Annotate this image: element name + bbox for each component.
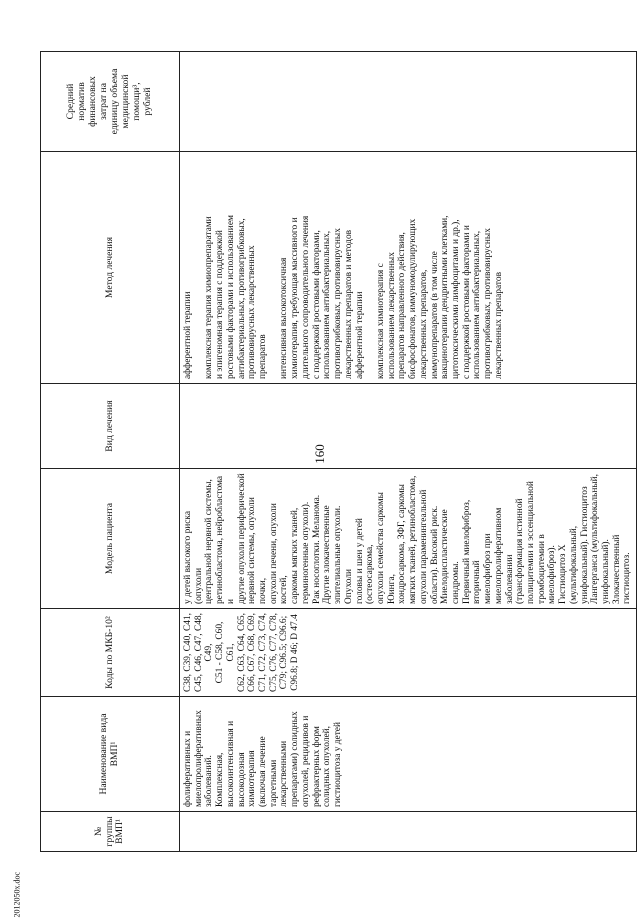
table-row (180, 52, 637, 852)
vmp-table (40, 51, 637, 852)
cell-treatment-method: афферентной терапии комплексная терапия химиопрепаратами и эпигеномная терапия с поддержкой ростовыми факторами и использованием антибактериальных, противогрибковых, противовирусных лекарственных препаратов интенсивная высокотоксичная химиотерапия, требующая массивного и длительного сопроводительного лечения с поддержкой ростовыми факторами, использованием антибактериальных, противогрибковых, противовирусных лекарственных препаратов и методов афферентной терапии комплексная химиотерапия с использованием лекарственных препаратов направленного действия, бисфосфонатов, иммуномодулирующих лекарственных препаратов, иммунопрепаратов (в том числе вакцинотерапии дендритными клетками, цитотоксическими лимфоцитами и др.), с поддержкой ростовыми факторами и использованием антибактериальных, противогрибковых, противовирусных лекарственных препаратов (180, 152, 637, 384)
cell-average-cost (180, 52, 637, 152)
header-vmp-name: Наименование вида ВМП¹ (41, 697, 180, 812)
cell-group-number (180, 812, 637, 852)
page-number: 160 (312, 444, 327, 464)
header-patient-model: Модель пациента (41, 469, 180, 609)
header-treatment-method: Метод лечения (41, 152, 180, 384)
rotated-table-sheet (40, 52, 633, 852)
header-icd-codes: Коды по МКБ-10² (41, 609, 180, 697)
header-treatment-type: Вид лечения (41, 384, 180, 469)
cell-treatment-type (180, 384, 637, 469)
header-group-number: № группы ВМП¹ (41, 812, 180, 852)
table-header-row (41, 52, 180, 852)
cell-icd-codes: C38, C39, C40, C41, C45, C46, C47, C48, C49, C51 - C58, C60, C61, C62, C63, C64, C65, C66, C67, C68, C69, C71, C72, C73, C74, C75, C76, C77, C78, C79; C96.5; C96.6; C96.8; D 46; D 47.4 (180, 609, 637, 697)
header-average-cost: Средний норматив финансовых затрат на единицу объема медицинской помощи³, рублей (41, 52, 180, 152)
cell-vmp-name: фолиферативных и миелопролиферативных заболеваний. Комплексная, высокоинтенсивная и высокодозная химиотерапия (включая лечение таргетными лекарственными препаратами) солидных опухолей, рецидивов и рефрактерных форм солидных опухолей, гистиоцитоза у детей (180, 697, 637, 812)
file-name-footer: 2012050х.doc (12, 871, 22, 918)
cell-patient-model: у детей высокого риска (опухоли центральной нервной системы, ретинобластома, нейробластома и другие опухоли периферической нервной системы, опухоли почки, опухоли печени, опухоли костей, саркомы мягких тканей, герминогенные опухоли). Рак носоглотки. Меланома. Другие злокачественные эпителиальные опухоли. Опухоли головы и шеи у детей (остеосаркома, опухоли семейства саркомы Юинга, хондросаркома, ЗФГ, саркомы мягких тканей, ретинобластома, опухоли параменингеальной области). Высокий риск. Миелодиспластические синдромы. Первичный миелофиброз, вторичный миелофиброз при миелопролиферативном заболевании (трансформация истинной полицитемии и эссенциальной тромбоцитемии в миелофиброз). Гистиоцитоз X (мультифокальный, унифокальный). Гистиоцитоз Лангерганса (мультифокальный, унифокальный). Злокачественный гистиоцитоз. (180, 469, 637, 609)
